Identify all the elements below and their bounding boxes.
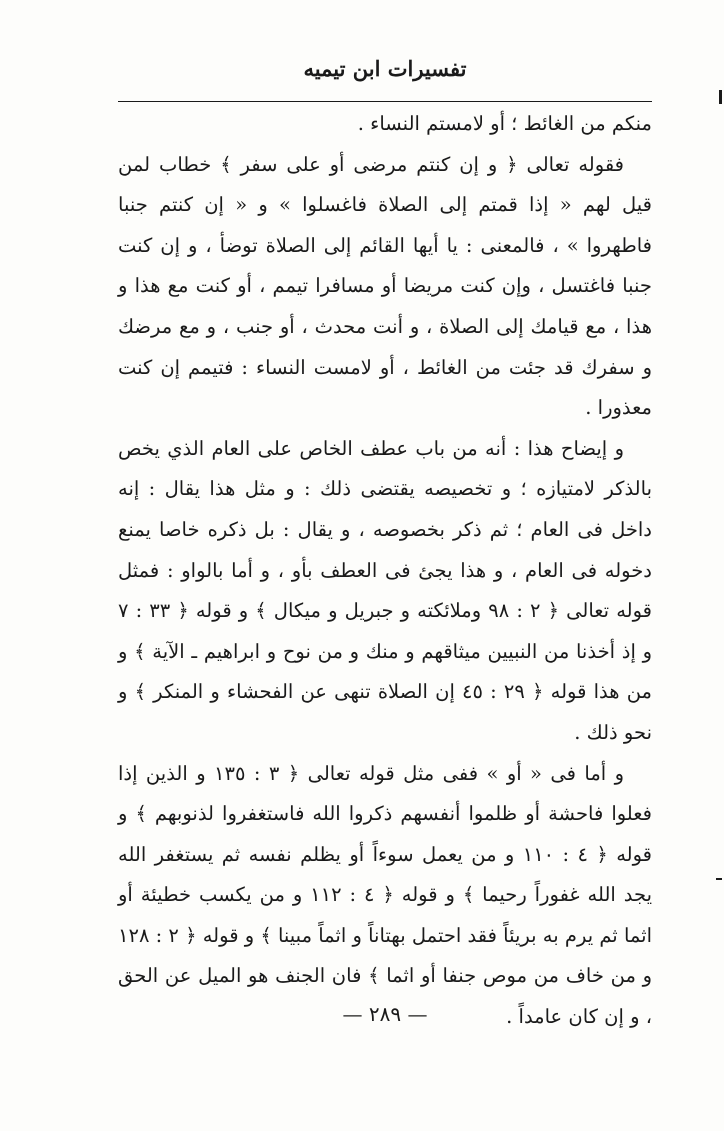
body-text: [118, 104, 652, 1038]
margin-mark: [719, 90, 722, 104]
paragraph: فقوله تعالى ﴿ و إن كنتم مرضى أو على سفر ﴾ خطاب لمن قيل لهم « إذا قمتم إلى الصلاة فاغسلوا » و « إن كنتم جنبا فاطهروا » ، فالمعنى : يا أيها القائم إلى الصلاة توضأ ، و إن كنت جنبا فاغتسل ، وإن كنت مريضا أو مسافرا تيمم ، أو كنت مع هذا و هذا ، مع قيامك إلى الصلاة ، و أنت محدث ، أو جنب ، و مع مرضك و سفرك قد جئت من الغائط ، أو لامست النساء : فتيمم إن كنت معذورا .: [118, 152, 652, 420]
running-header: تفسيرات ابن تيميه: [303, 56, 467, 81]
paragraph: و إيضاح هذا : أنه من باب عطف الخاص على العام الذي يخص بالذكر لامتيازه ؛ و تخصيصه يقتضى ذلك : و مثل هذا يقال : إنه داخل فى العام ؛ ثم ذكر بخصوصه ، و يقال : بل ذكره خاصا يمنع دخوله فى العام ، و هذا يجئ فى العطف بأو ، و أما بالواو : فمثل قوله تعالى ﴿ ٢ : ٩٨ وملائكته و جبريل و ميكال ﴾ و قوله ﴿ ٣٣ : ٧ و إذ أخذنا من النبيين ميثاقهم و منك و من نوح و ابراهيم ـ الآية ﴾ و من هذا قوله ﴿ ٢٩ : ٤٥ إن الصلاة تنهى عن الفحشاء و المنكر ﴾ و نحو ذلك .: [118, 436, 652, 744]
paragraph: و أما فى « أو » ففى مثل قوله تعالى ﴿ ٣ : ١٣٥ و الذين إذا فعلوا فاحشة أو ظلموا أنفسهم ذكروا الله فاستغفروا لذنوبهم ﴾ و قوله ﴿ ٤ : ١١٠ و من يعمل سوءاً أو يظلم نفسه ثم يستغفر الله يجد الله غفوراً رحيما ﴾ و قوله ﴿ ٤ : ١١٢ و من يكسب خطيئة أو اثما ثم يرم به بريئاً فقد احتمل بهتاناً و اثماً مبينا ﴾ و قوله ﴿ ٢ : ١٢٨ و من خاف من موص جنفا أو اثما ﴾ فان الجنف هو الميل عن الحق ، و إن كان عامداً .: [118, 761, 653, 1029]
paragraph-continuation: منكم من الغائط ؛ أو لامستم النساء .: [357, 112, 652, 135]
header-rule: [118, 101, 652, 102]
page-number: — ٢٨٩ —: [342, 1002, 428, 1026]
margin-mark: [716, 878, 722, 880]
